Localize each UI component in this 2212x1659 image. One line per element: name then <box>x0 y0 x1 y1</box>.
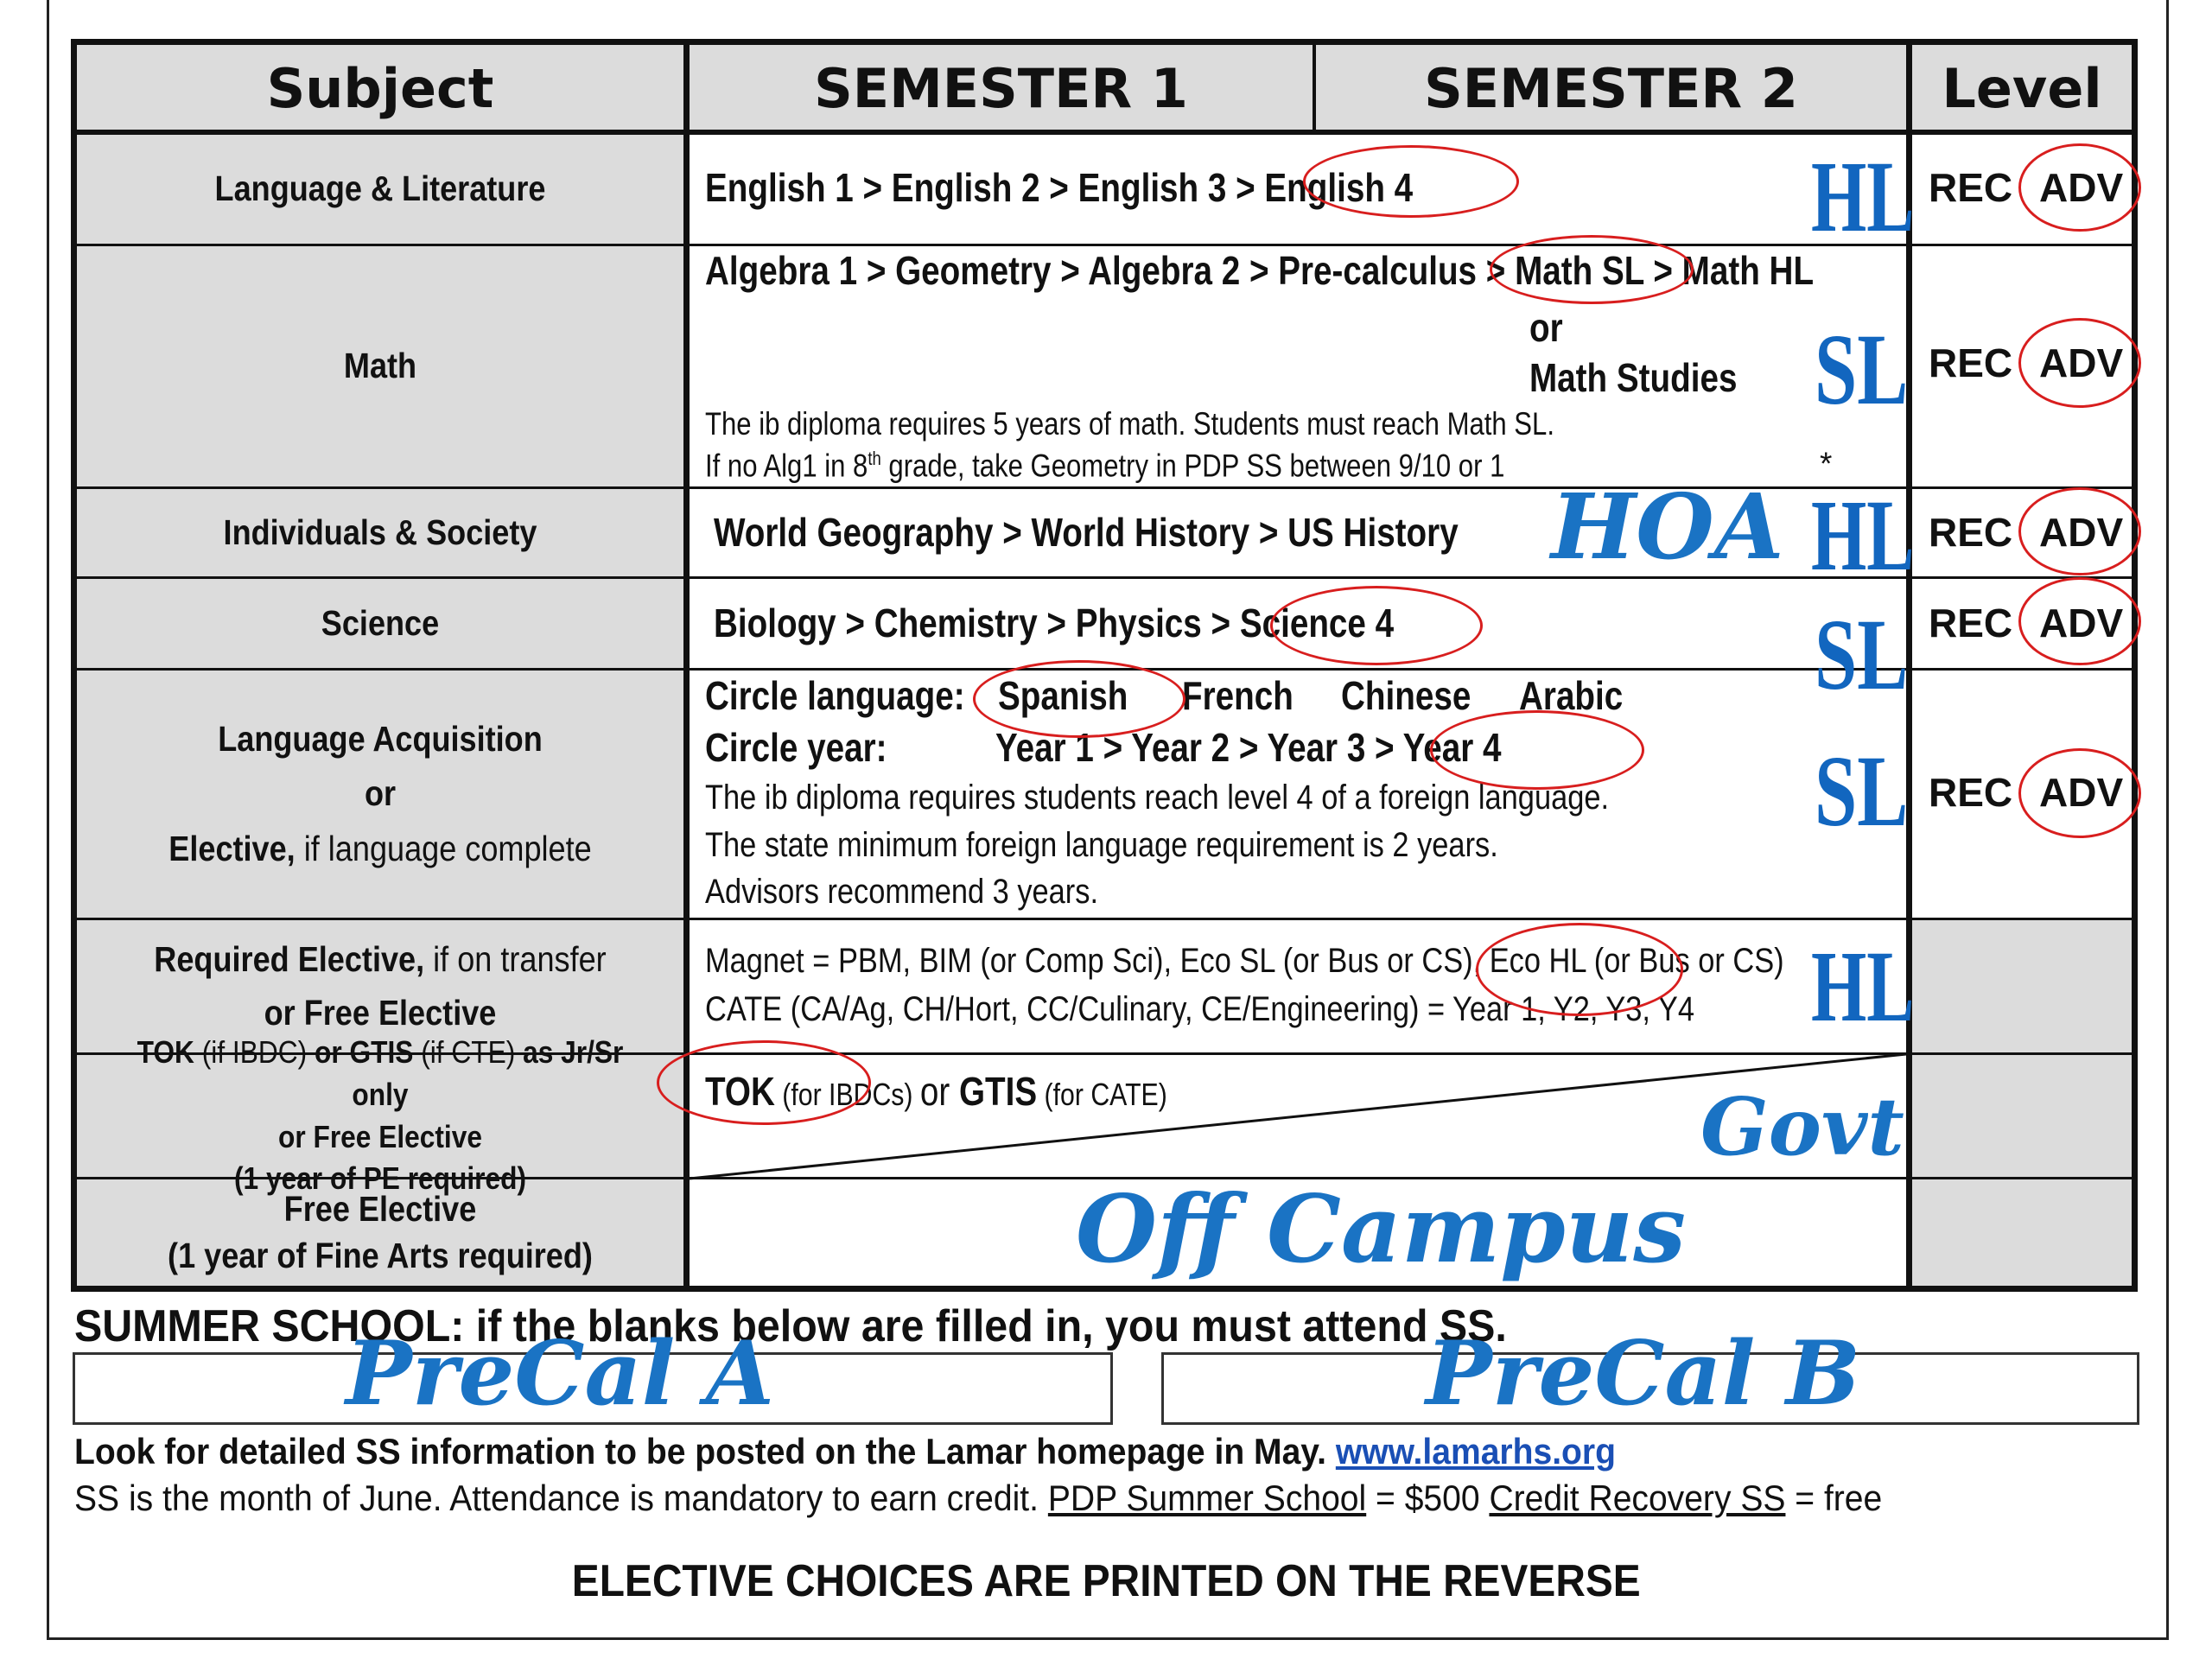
subject-label: Required Elective, <box>154 939 425 979</box>
subject-lang-acq <box>113 671 647 918</box>
math-note-2-text: grade, take Geometry in PDP SS between 9/10 or 1 <box>880 448 1505 484</box>
summer-info-line <box>74 1431 1616 1472</box>
level-rec: REC <box>1929 601 2013 645</box>
level-adv: ADV <box>2039 510 2124 555</box>
level-adv: ADV <box>2039 770 2124 815</box>
header-level: Level <box>1942 56 2102 120</box>
subject-lang-lit <box>113 135 647 244</box>
subject-label: as Jr/Sr only <box>352 1034 624 1112</box>
summer-school-title: SUMMER SCHOOL: if the blanks below are filled in, you must attend SS. <box>74 1301 1507 1351</box>
subject-free-elective <box>113 1179 647 1286</box>
subject-label: Science <box>321 602 440 643</box>
circle-adv <box>2018 577 2141 665</box>
summer-cost-text: SS is the month of June. Attendance is mandatory to earn credit. <box>74 1478 1048 1518</box>
ib-level-sl: SL <box>1815 734 1909 848</box>
lang-acq-note-1: The ib diploma requires students reach level 4 of a foreign language. <box>705 779 1610 817</box>
gtis-option-note: (for CATE) <box>1037 1077 1167 1112</box>
ib-level-sl: SL <box>1815 598 1909 711</box>
ind-soc-courses: World Geography > World History > US History <box>714 510 1459 555</box>
subject-label: Language Acquisition <box>218 718 543 759</box>
req-elective-line-1: Magnet = PBM, BIM (or Comp Sci), Eco SL (or Bus or CS), Eco HL (or Bus or CS) <box>705 942 1784 980</box>
year-options: Year 1 > Year 2 > Year 3 > Year 4 <box>995 725 1502 770</box>
circle-adv <box>2018 748 2141 838</box>
tok-option: TOK <box>705 1069 775 1114</box>
handwriting-precal-a: PreCal A <box>346 1322 775 1426</box>
summer-cost-text: = free <box>1785 1478 1883 1518</box>
ib-level-hl: HL <box>1811 479 1915 592</box>
subject-science <box>113 579 647 668</box>
subject-label: (if CTE) <box>413 1034 524 1071</box>
math-note-2-text: If no Alg1 in 8 <box>705 448 868 484</box>
req-elective-line-2: CATE (CA/Ag, CH/Hort, CC/Culinary, CE/Engineering) = Year 1, Y2, Y3, Y4 <box>705 990 1694 1028</box>
science-courses: Biology > Chemistry > Physics > Science 4 <box>714 601 1395 645</box>
subject-label: (1 year of Fine Arts required) <box>168 1235 593 1275</box>
subject-label: or <box>364 773 397 814</box>
circle-language-label: Circle language: <box>705 673 965 718</box>
subject-tok <box>113 1034 647 1197</box>
language-option-arabic: Arabic <box>1519 673 1624 718</box>
subject-label: (1 year of PE required) <box>233 1160 527 1197</box>
subject-label: if on transfer <box>424 939 607 979</box>
language-option-french: French <box>1182 673 1294 718</box>
subject-label: TOK <box>137 1034 194 1071</box>
level-rec: REC <box>1929 770 2013 815</box>
subject-label: Language & Literature <box>214 168 546 209</box>
summer-info-text: Look for detailed SS information to be posted on the Lamar homepage in May. <box>74 1431 1326 1471</box>
math-studies: Math Studies <box>1529 355 1738 400</box>
circle-year-label: Circle year: <box>705 725 887 770</box>
handwriting-hoa: HOA <box>1551 474 1784 580</box>
circle-math-sl <box>1490 235 1694 304</box>
header-subject: Subject <box>266 56 494 120</box>
subject-label: or Free Elective <box>278 1118 482 1154</box>
footer-note <box>0 1555 2212 1607</box>
lamar-homepage-link[interactable]: www.lamarhs.org <box>1335 1431 1616 1471</box>
subject-label: Free Elective <box>283 1189 477 1230</box>
gtis-option: GTIS <box>958 1069 1038 1114</box>
summer-cost-line <box>74 1478 1882 1519</box>
credit-recovery-label: Credit Recovery SS <box>1489 1478 1786 1518</box>
circle-adv <box>2018 143 2141 232</box>
header-semester-1: SEMESTER 1 <box>814 56 1188 120</box>
handwriting-govt: Govt <box>1700 1080 1904 1173</box>
level-adv: ADV <box>2039 601 2124 645</box>
pdp-summer-school-label: PDP Summer School <box>1047 1478 1367 1518</box>
header-semester-2: SEMESTER 2 <box>1424 56 1798 120</box>
math-note-2 <box>705 448 1505 484</box>
lang-acq-note-3: Advisors recommend 3 years. <box>705 873 1099 911</box>
math-note-star: * <box>1820 446 1833 481</box>
subject-label: or Free Elective <box>264 992 497 1033</box>
level-adv: ADV <box>2039 165 2124 210</box>
circle-year-4 <box>1430 710 1644 790</box>
math-courses: Algebra 1 > Geometry > Algebra 2 > Pre-calculus > Math SL > Math HL <box>705 248 1815 293</box>
circle-spanish <box>973 660 1185 738</box>
lang-lit-courses: English 1 > English 2 > English 3 > English 4 <box>705 165 1414 210</box>
level-empty-bg <box>1912 920 2132 1286</box>
circle-adv <box>2018 318 2141 408</box>
circle-eco-hl <box>1476 923 1683 1016</box>
subject-label: Elective, <box>168 828 296 868</box>
level-rec: REC <box>1929 510 2013 555</box>
circle-science-4 <box>1270 586 1483 665</box>
summer-cost-text: = $500 <box>1366 1478 1490 1518</box>
subject-math <box>113 246 647 486</box>
lang-acq-note-2: The state minimum foreign language requirement is 2 years. <box>705 826 1498 864</box>
circle-tok <box>657 1040 871 1125</box>
math-note-2-sup: th <box>868 448 881 469</box>
level-rec: REC <box>1929 165 2013 210</box>
footer-text: ELECTIVE CHOICES ARE PRINTED ON THE REVERSE <box>571 1556 1641 1606</box>
level-adv: ADV <box>2039 340 2124 385</box>
circle-adv <box>2018 487 2141 575</box>
subject-label: Math <box>343 346 417 386</box>
ib-level-hl: HL <box>1811 930 1915 1043</box>
circle-english-4 <box>1303 145 1519 218</box>
handwriting-off-campus: Off Campus <box>1076 1175 1687 1284</box>
level-rec: REC <box>1929 340 2013 385</box>
tok-or: or <box>919 1069 959 1114</box>
subject-label: if language complete <box>295 828 592 868</box>
subject-ind-soc <box>113 489 647 576</box>
handwriting-precal-b: PreCal B <box>1426 1322 1861 1426</box>
subject-label: (if IBDC) <box>194 1034 315 1071</box>
subject-label: Individuals & Society <box>223 512 537 552</box>
language-option-spanish: Spanish <box>998 673 1128 718</box>
subject-label: or GTIS <box>314 1034 414 1071</box>
math-note-1: The ib diploma requires 5 years of math. Students must reach Math SL. <box>705 406 1554 442</box>
language-option-chinese: Chinese <box>1341 673 1471 718</box>
ib-level-sl: SL <box>1815 313 1909 426</box>
ib-level-hl: HL <box>1811 140 1915 253</box>
tok-option-note: (for IBDCs) <box>774 1077 920 1112</box>
math-or: or <box>1529 305 1563 350</box>
